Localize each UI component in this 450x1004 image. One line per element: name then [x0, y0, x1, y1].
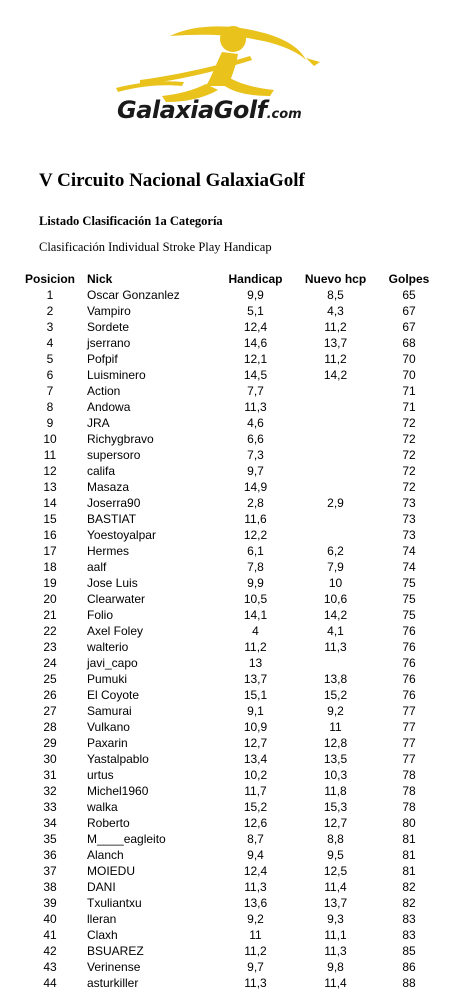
- cell-nuevo-hcp: 8,8: [327, 832, 344, 846]
- cell-handicap: 11,3: [244, 976, 267, 990]
- table-row: [18, 671, 445, 687]
- cell-nuevo-hcp: 15,3: [323, 800, 348, 814]
- cell-nick: Axel Foley: [87, 624, 144, 638]
- cell-nuevo-hcp: 11,8: [324, 784, 347, 798]
- cell-nick: M____eagleito: [87, 832, 166, 846]
- cell-posicion: 43: [43, 960, 57, 974]
- cell-golpes: 71: [402, 384, 416, 398]
- cell-golpes: 72: [402, 448, 416, 462]
- cell-golpes: 74: [402, 544, 416, 558]
- cell-nuevo-hcp: 11,2: [324, 352, 347, 366]
- cell-nuevo-hcp: 10,3: [323, 768, 348, 782]
- logo-wordmark-domain: .com: [266, 107, 302, 122]
- cell-nick: Samurai: [87, 704, 132, 718]
- table-row: [18, 367, 445, 383]
- cell-posicion: 6: [46, 368, 54, 382]
- table-row: [18, 335, 445, 351]
- cell-posicion: 33: [43, 800, 57, 814]
- cell-nick: Action: [87, 384, 121, 398]
- table-row: [18, 463, 445, 479]
- cell-nick: Pofpif: [87, 352, 118, 366]
- cell-posicion: 19: [43, 576, 57, 590]
- cell-golpes: 68: [402, 336, 416, 350]
- table-row: [18, 399, 445, 415]
- column-header-handicap: Handicap: [228, 272, 283, 286]
- table-row: [18, 751, 445, 767]
- cell-posicion: 32: [43, 784, 57, 798]
- table-row: [18, 351, 445, 367]
- cell-golpes: 72: [402, 480, 416, 494]
- table-row: [18, 575, 445, 591]
- cell-nuevo-hcp: 15,2: [323, 688, 348, 702]
- cell-golpes: 65: [402, 288, 416, 302]
- cell-golpes: 72: [402, 432, 416, 446]
- table-row: [18, 655, 445, 671]
- cell-nuevo-hcp: 13,8: [323, 672, 348, 686]
- table-row: [18, 895, 445, 911]
- cell-golpes: 73: [402, 528, 416, 542]
- cell-nick: Alanch: [87, 848, 124, 862]
- cell-nick: Oscar Gonzanlez: [87, 288, 180, 302]
- table-row: [18, 383, 445, 399]
- cell-nick: Michel1960: [87, 784, 149, 798]
- cell-nuevo-hcp: 11: [329, 720, 342, 734]
- table-row: [18, 911, 445, 927]
- table-row: [18, 735, 445, 751]
- cell-golpes: 67: [402, 320, 416, 334]
- cell-golpes: 77: [402, 704, 416, 718]
- cell-handicap: 4: [252, 624, 259, 638]
- cell-posicion: 12: [43, 464, 57, 478]
- cell-handicap: 10,5: [243, 592, 268, 606]
- cell-posicion: 44: [43, 976, 57, 990]
- cell-handicap: 12,4: [243, 320, 268, 334]
- cell-nuevo-hcp: [298, 415, 373, 431]
- cell-nick: Claxh: [87, 928, 118, 942]
- cell-golpes: 82: [402, 880, 416, 894]
- cell-nuevo-hcp: 9,8: [327, 960, 344, 974]
- table-row: [18, 879, 445, 895]
- cell-handicap: 8,7: [247, 832, 264, 846]
- cell-nuevo-hcp: 4,1: [327, 624, 344, 638]
- cell-posicion: 30: [43, 752, 57, 766]
- table-row: [18, 511, 445, 527]
- cell-golpes: 71: [402, 400, 416, 414]
- cell-nick: Richygbravo: [87, 432, 154, 446]
- cell-nuevo-hcp: 10,6: [323, 592, 348, 606]
- cell-posicion: 23: [43, 640, 57, 654]
- cell-golpes: 77: [402, 736, 416, 750]
- cell-golpes: 77: [402, 752, 416, 766]
- table-row: [18, 927, 445, 943]
- cell-golpes: 88: [402, 976, 416, 990]
- cell-handicap: 6,1: [247, 544, 264, 558]
- cell-handicap: 9,7: [247, 960, 264, 974]
- cell-nick: Paxarin: [87, 736, 128, 750]
- cell-handicap: 11,6: [244, 512, 267, 526]
- cell-handicap: 10,2: [243, 768, 268, 782]
- cell-posicion: 34: [43, 816, 57, 830]
- cell-posicion: 15: [43, 512, 57, 526]
- cell-posicion: 31: [43, 768, 57, 782]
- cell-golpes: 81: [402, 848, 416, 862]
- cell-posicion: 14: [43, 496, 57, 510]
- cell-posicion: 18: [43, 560, 57, 574]
- table-row: [18, 319, 445, 335]
- cell-golpes: 73: [402, 496, 416, 510]
- table-row: [18, 959, 445, 975]
- cell-nick: lleran: [87, 912, 117, 926]
- cell-nuevo-hcp: 11,4: [324, 880, 347, 894]
- cell-posicion: 38: [43, 880, 57, 894]
- cell-handicap: 12,1: [243, 352, 268, 366]
- cell-posicion: 1: [46, 288, 54, 302]
- cell-golpes: 78: [402, 768, 416, 782]
- table-row: [18, 975, 445, 991]
- cell-handicap: 11: [249, 928, 262, 942]
- cell-posicion: 41: [43, 928, 57, 942]
- cell-golpes: 75: [402, 608, 416, 622]
- cell-golpes: 82: [402, 896, 416, 910]
- cell-nick: Andowa: [87, 400, 131, 414]
- cell-handicap: 13,4: [243, 752, 268, 766]
- cell-golpes: 72: [402, 416, 416, 430]
- cell-nuevo-hcp: 12,8: [323, 736, 348, 750]
- cell-handicap: 11,2: [244, 944, 267, 958]
- cell-nick: Joserra90: [87, 496, 141, 510]
- cell-golpes: 75: [402, 592, 416, 606]
- cell-nick: BASTIAT: [87, 512, 137, 526]
- cell-nick: DANI: [87, 880, 116, 894]
- cell-posicion: 5: [46, 352, 54, 366]
- cell-posicion: 25: [43, 672, 57, 686]
- table-row: [18, 623, 445, 639]
- cell-posicion: 29: [43, 736, 57, 750]
- cell-posicion: 39: [43, 896, 57, 910]
- cell-nick: urtus: [87, 768, 114, 782]
- cell-posicion: 26: [43, 688, 57, 702]
- cell-golpes: 76: [402, 640, 416, 654]
- cell-nuevo-hcp: 8,5: [327, 288, 344, 302]
- cell-posicion: 28: [43, 720, 57, 734]
- cell-handicap: 6,6: [247, 432, 264, 446]
- page-subtitle: Listado Clasificación 1a Categoría: [39, 214, 223, 228]
- cell-nuevo-hcp: 12,5: [323, 864, 348, 878]
- page-title: V Circuito Nacional GalaxiaGolf: [39, 170, 305, 191]
- cell-handicap: 12,4: [243, 864, 268, 878]
- cell-nick: walterio: [87, 640, 129, 654]
- table-row: [18, 543, 445, 559]
- cell-nick: Verinense: [87, 960, 141, 974]
- cell-handicap: 9,1: [247, 704, 264, 718]
- cell-handicap: 7,8: [247, 560, 264, 574]
- cell-nuevo-hcp: [298, 511, 373, 527]
- cell-golpes: 78: [402, 784, 416, 798]
- cell-nuevo-hcp: 7,9: [327, 560, 344, 574]
- cell-nick: jserrano: [87, 336, 131, 350]
- cell-posicion: 10: [43, 432, 57, 446]
- logo-wordmark: [117, 96, 302, 124]
- cell-posicion: 4: [46, 336, 54, 350]
- cell-handicap: 11,7: [244, 784, 267, 798]
- cell-nick: MOIEDU: [87, 864, 135, 878]
- table-row: [18, 767, 445, 783]
- cell-golpes: 76: [402, 688, 416, 702]
- cell-handicap: 13: [248, 656, 263, 670]
- table-row: [18, 479, 445, 495]
- cell-golpes: 75: [402, 576, 416, 590]
- cell-nuevo-hcp: 9,5: [327, 848, 344, 862]
- table-row: [18, 847, 445, 863]
- cell-handicap: 7,7: [247, 384, 264, 398]
- table-row: [18, 703, 445, 719]
- table-row: [18, 431, 445, 447]
- cell-nuevo-hcp: [298, 399, 373, 415]
- cell-posicion: 37: [43, 864, 57, 878]
- cell-nick: Txuliantxu: [87, 896, 142, 910]
- cell-nuevo-hcp: 11,1: [324, 928, 347, 942]
- cell-handicap: 11,3: [244, 400, 267, 414]
- cell-nuevo-hcp: [298, 479, 373, 495]
- table-row: [18, 303, 445, 319]
- cell-nuevo-hcp: 11,4: [324, 976, 347, 990]
- cell-nuevo-hcp: 6,2: [327, 544, 344, 558]
- cell-handicap: 14,9: [243, 480, 268, 494]
- cell-nuevo-hcp: 11,2: [324, 320, 347, 334]
- cell-nuevo-hcp: 11,3: [324, 640, 347, 654]
- cell-posicion: 20: [43, 592, 57, 606]
- table-row: [18, 447, 445, 463]
- cell-nuevo-hcp: 13,7: [323, 896, 348, 910]
- table-row: [18, 687, 445, 703]
- cell-handicap: 15,2: [243, 800, 268, 814]
- cell-nuevo-hcp: [298, 431, 373, 447]
- cell-nick: BSUAREZ: [87, 944, 144, 958]
- cell-nuevo-hcp: 9,3: [327, 912, 344, 926]
- cell-nuevo-hcp: [298, 463, 373, 479]
- cell-nuevo-hcp: [298, 447, 373, 463]
- table-row: [18, 863, 445, 879]
- results-table: [18, 271, 445, 991]
- cell-handicap: 4,6: [247, 416, 264, 430]
- table-row: [18, 559, 445, 575]
- cell-handicap: 15,1: [243, 688, 268, 702]
- cell-posicion: 2: [46, 304, 54, 318]
- cell-nick: Yastalpablo: [87, 752, 149, 766]
- cell-nuevo-hcp: 14,2: [323, 608, 348, 622]
- cell-golpes: 72: [402, 464, 416, 478]
- cell-posicion: 17: [43, 544, 57, 558]
- cell-golpes: 70: [402, 368, 416, 382]
- cell-posicion: 36: [43, 848, 57, 862]
- logo-wordmark-main: GalaxiaGolf: [117, 96, 267, 124]
- table-row: [18, 591, 445, 607]
- cell-golpes: 83: [402, 928, 416, 942]
- cell-posicion: 16: [43, 528, 57, 542]
- table-row: [18, 831, 445, 847]
- cell-posicion: 8: [46, 400, 54, 414]
- cell-nick: Yoestoyalpar: [87, 528, 156, 542]
- cell-golpes: 73: [402, 512, 416, 526]
- cell-handicap: 9,2: [247, 912, 264, 926]
- cell-nuevo-hcp: 10: [328, 576, 343, 590]
- cell-handicap: 11,2: [244, 640, 267, 654]
- cell-posicion: 3: [46, 320, 54, 334]
- cell-posicion: 24: [43, 656, 57, 670]
- cell-golpes: 74: [402, 560, 416, 574]
- cell-nuevo-hcp: 4,3: [327, 304, 344, 318]
- cell-nuevo-hcp: 13,7: [323, 336, 348, 350]
- cell-posicion: 22: [43, 624, 57, 638]
- column-header-nick: Nick: [87, 272, 113, 286]
- cell-golpes: 76: [402, 656, 416, 670]
- cell-handicap: 13,7: [243, 672, 268, 686]
- table-row: [18, 607, 445, 623]
- cell-nick: JRA: [87, 416, 110, 430]
- table-body: [18, 287, 445, 991]
- column-header-nuevo-hcp: Nuevo hcp: [304, 272, 367, 286]
- cell-handicap: 12,7: [243, 736, 268, 750]
- cell-handicap: 11,3: [244, 880, 267, 894]
- cell-golpes: 76: [402, 624, 416, 638]
- cell-posicion: 42: [43, 944, 57, 958]
- cell-nick: Roberto: [87, 816, 130, 830]
- cell-posicion: 9: [46, 416, 54, 430]
- cell-nick: El Coyote: [87, 688, 140, 702]
- cell-nick: aalf: [87, 560, 107, 574]
- cell-handicap: 9,7: [247, 464, 264, 478]
- cell-handicap: 13,6: [243, 896, 268, 910]
- cell-nick: Jose Luis: [87, 576, 138, 590]
- cell-posicion: 35: [43, 832, 57, 846]
- cell-posicion: 13: [43, 480, 57, 494]
- table-row: [18, 495, 445, 511]
- cell-nuevo-hcp: [298, 383, 373, 399]
- table-row: [18, 783, 445, 799]
- cell-handicap: 2,8: [247, 496, 264, 510]
- cell-golpes: 70: [402, 352, 416, 366]
- cell-posicion: 7: [46, 384, 54, 398]
- cell-nick: Folio: [87, 608, 114, 622]
- cell-nick: asturkiller: [87, 976, 139, 990]
- cell-nick: Luisminero: [87, 368, 146, 382]
- cell-nick: supersoro: [87, 448, 141, 462]
- cell-golpes: 86: [402, 960, 416, 974]
- table-row: [18, 799, 445, 815]
- table-row: [18, 287, 445, 303]
- cell-nuevo-hcp: [298, 527, 373, 543]
- page-caption: Clasificación Individual Stroke Play Handicap: [39, 240, 272, 254]
- cell-nuevo-hcp: 2,9: [327, 496, 344, 510]
- cell-handicap: 12,6: [243, 816, 268, 830]
- cell-nick: javi_capo: [87, 656, 138, 670]
- column-header-golpes: Golpes: [388, 272, 430, 286]
- cell-handicap: 10,9: [243, 720, 268, 734]
- cell-posicion: 27: [43, 704, 57, 718]
- cell-golpes: 76: [402, 672, 416, 686]
- cell-handicap: 9,9: [247, 576, 264, 590]
- cell-golpes: 81: [402, 832, 416, 846]
- cell-nuevo-hcp: 12,7: [323, 816, 348, 830]
- cell-nick: Clearwater: [87, 592, 146, 606]
- cell-handicap: 9,4: [247, 848, 264, 862]
- cell-golpes: 78: [402, 800, 416, 814]
- cell-nick: Vampiro: [87, 304, 131, 318]
- cell-golpes: 85: [402, 944, 416, 958]
- table-row: [18, 639, 445, 655]
- cell-nuevo-hcp: [298, 655, 373, 671]
- cell-golpes: 83: [402, 912, 416, 926]
- cell-posicion: 21: [43, 608, 57, 622]
- cell-nick: Pumuki: [87, 672, 128, 686]
- cell-nuevo-hcp: 9,2: [327, 704, 344, 718]
- cell-nick: Masaza: [87, 480, 130, 494]
- cell-handicap: 12,2: [243, 528, 268, 542]
- column-header-posicion: Posicion: [24, 272, 75, 286]
- cell-nick: Hermes: [87, 544, 130, 558]
- cell-golpes: 80: [402, 816, 416, 830]
- cell-handicap: 5,1: [247, 304, 264, 318]
- cell-nick: walka: [87, 800, 118, 814]
- cell-golpes: 81: [402, 864, 416, 878]
- cell-nuevo-hcp: 13,5: [323, 752, 348, 766]
- table-header-row: [18, 271, 445, 287]
- cell-golpes: 67: [402, 304, 416, 318]
- cell-golpes: 77: [402, 720, 416, 734]
- cell-handicap: 14,5: [243, 368, 268, 382]
- cell-handicap: 9,9: [247, 288, 264, 302]
- cell-nick: Vulkano: [87, 720, 130, 734]
- table-row: [18, 719, 445, 735]
- cell-posicion: 40: [43, 912, 57, 926]
- table-row: [18, 815, 445, 831]
- cell-posicion: 11: [43, 448, 57, 462]
- cell-nuevo-hcp: 11,3: [324, 944, 347, 958]
- cell-nick: califa: [87, 464, 116, 478]
- table-row: [18, 943, 445, 959]
- cell-nuevo-hcp: 14,2: [323, 368, 348, 382]
- cell-handicap: 14,6: [243, 336, 268, 350]
- cell-nick: Sordete: [87, 320, 130, 334]
- cell-handicap: 7,3: [247, 448, 264, 462]
- cell-handicap: 14,1: [243, 608, 268, 622]
- table-row: [18, 527, 445, 543]
- table-row: [18, 415, 445, 431]
